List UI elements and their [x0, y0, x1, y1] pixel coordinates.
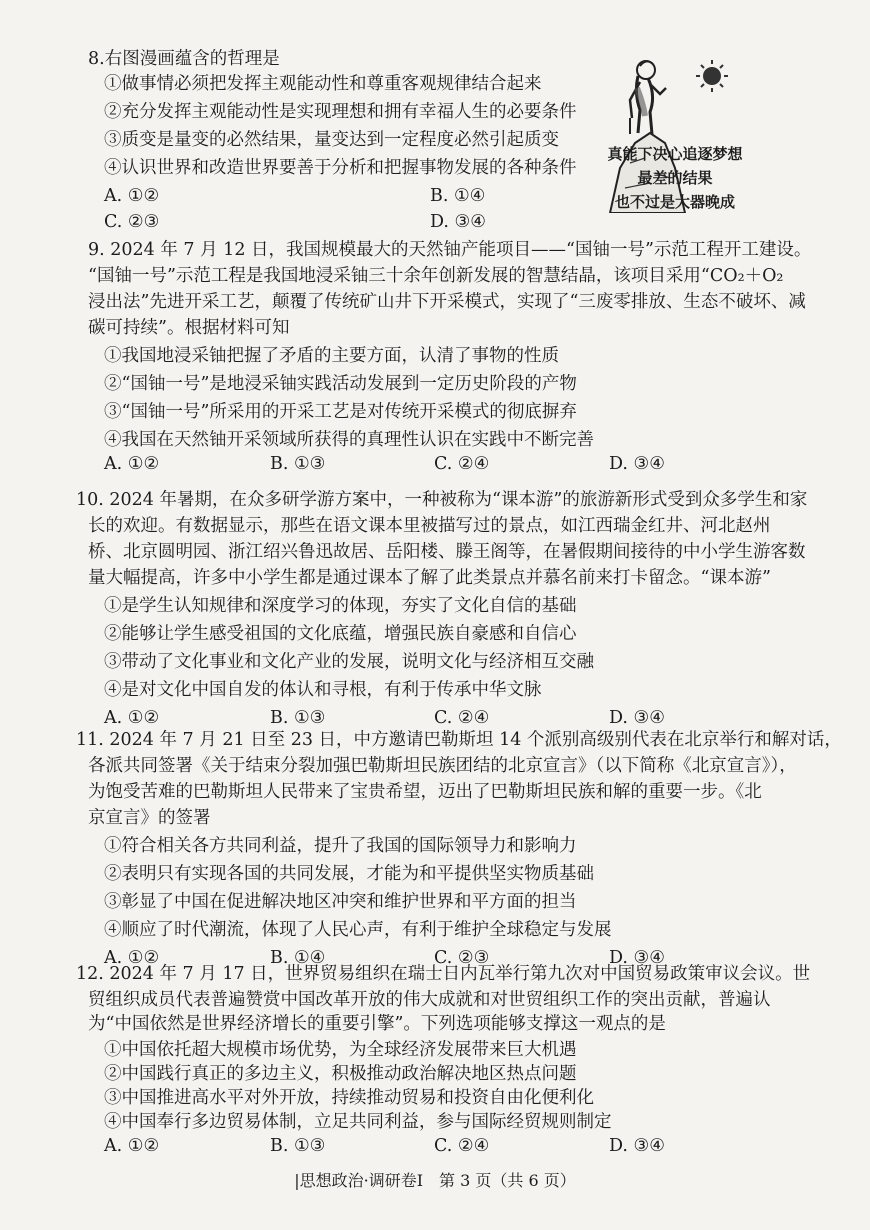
question-9-stem-3: 浸出法”先进开采工艺，颠覆了传统矿山井下开采模式，实现了“三废零排放、生态不破坏、减	[88, 292, 806, 312]
question-9-stem-4: 碳可持续”。根据材料可知	[88, 318, 290, 338]
q11-statement-1: ①符合相关各方共同利益，提升了我国的国际领导力和影响力	[104, 836, 577, 856]
q12-statement-1: ①中国依托超大规模市场优势，为全球经济发展带来巨大机遇	[104, 1040, 577, 1060]
q11-option-c[interactable]: C. ②③	[434, 948, 490, 968]
question-11-stem-2: 各派共同签署《关于结束分裂加强巴勒斯坦民族团结的北京宣言》（以下简称《北京宣言》），	[88, 756, 797, 776]
question-12-stem-3: 为“中国依然是世界经济增长的重要引擎”。下列选项能够支撑这一观点的是	[88, 1014, 666, 1034]
q12-option-d[interactable]: D. ③④	[609, 1136, 665, 1156]
q8-statement-4: ④认识世界和改造世界要善于分析和把握事物发展的各种条件	[104, 158, 577, 178]
question-10-stem-1: 10. 2024 年暑期，在众多研学游方案中，一种被称为“课本游”的旅游新形式受到众多学生和家	[76, 490, 808, 510]
q8-statement-1: ①做事情必须把发挥主观能动性和尊重客观规律结合起来	[104, 74, 542, 94]
q9-statement-3: ③“国铀一号”所采用的开采工艺是对传统开采模式的彻底摒弃	[104, 402, 577, 422]
q11-statement-3: ③彰显了中国在促进解决地区冲突和维护世界和平方面的担当	[104, 892, 577, 912]
q10-option-b[interactable]: B. ①③	[270, 708, 326, 728]
q8-statement-3: ③质变是量变的必然结果，量变达到一定程度必然引起质变	[104, 130, 559, 150]
q8-option-a[interactable]: A. ①②	[104, 186, 160, 206]
q10-option-d[interactable]: D. ③④	[609, 708, 665, 728]
q10-statement-1: ①是学生认知规律和深度学习的体现，夯实了文化自信的基础	[104, 596, 577, 616]
question-10-stem-2: 长的欢迎。有数据显示，那些在语文课本里被描写过的景点，如江西瑞金红井、河北赵州	[88, 516, 771, 536]
question-12-stem-1: 12. 2024 年 7 月 17 日，世界贸易组织在瑞士日内瓦举行第九次对中国贸易政策审议会议。世	[76, 964, 811, 984]
question-10-stem-4: 量大幅提高，许多中小学生都是通过课本了解了此类景点并慕名前来打卡留念。“课本游”	[88, 568, 771, 588]
q12-statement-4: ④中国奉行多边贸易体制，立足共同利益，参与国际经贸规则制定	[104, 1112, 612, 1132]
q9-statement-2: ②“国铀一号”是地浸采铀实践活动发展到一定历史阶段的产物	[104, 374, 577, 394]
q12-option-c[interactable]: C. ②④	[434, 1136, 490, 1156]
q11-option-a[interactable]: A. ①②	[104, 948, 160, 968]
question-11-stem-1: 11. 2024 年 7 月 21 日至 23 日，中方邀请巴勒斯坦 14 个派别高级别代表在北京举行和解对话，	[76, 730, 842, 750]
question-9-stem-1: 9. 2024 年 7 月 12 日，我国规模最大的天然铀产能项目——“国铀一号”示范工程开工建设。	[88, 240, 812, 260]
q11-statement-4: ④顺应了时代潮流，体现了人民心声，有利于维护全球稳定与发展	[104, 920, 612, 940]
question-12-stem-2: 贸组织成员代表普遍赞赏中国改革开放的伟大成就和对世贸组织工作的突出贡献，普遍认	[88, 990, 771, 1010]
q10-statement-2: ②能够让学生感受祖国的文化底蕴，增强民族自豪感和自信心	[104, 624, 577, 644]
q11-statement-2: ②表明只有实现各国的共同发展，才能为和平提供坚实物质基础	[104, 864, 594, 884]
cartoon-caption-line-1: 真能下决心追逐梦想	[607, 145, 743, 163]
q12-statement-2: ②中国践行真正的多边主义，积极推动政治解决地区热点问题	[104, 1064, 577, 1084]
q8-statement-2: ②充分发挥主观能动性是实现理想和拥有幸福人生的必要条件	[104, 102, 577, 122]
cartoon-caption-line-2: 最差的结果	[637, 169, 713, 187]
q12-statement-3: ③中国推进高水平对外开放，持续推动贸易和投资自由化便利化	[104, 1088, 594, 1108]
q9-option-c[interactable]: C. ②④	[434, 454, 490, 474]
q8-option-c[interactable]: C. ②③	[104, 212, 160, 232]
q10-statement-3: ③带动了文化事业和文化产业的发展，说明文化与经济相互交融	[104, 652, 594, 672]
question-11-stem-3: 为饱受苦难的巴勒斯坦人民带来了宝贵希望，迈出了巴勒斯坦民族和解的重要一步。《北	[88, 782, 762, 802]
q12-option-a[interactable]: A. ①②	[104, 1136, 160, 1156]
question-10-stem-3: 桥、北京圆明园、浙江绍兴鲁迅故居、岳阳楼、滕王阁等，在暑假期间接待的中小学生游客数	[88, 542, 806, 562]
question-9-stem-2: “国铀一号”示范工程是我国地浸采铀三十余年创新发展的智慧结晶，该项目采用“CO₂＋O₂	[88, 266, 784, 286]
q8-option-b[interactable]: B. ①④	[430, 186, 486, 206]
q9-statement-1: ①我国地浸采铀把握了矛盾的主要方面，认清了事物的性质	[104, 346, 559, 366]
q8-option-d[interactable]: D. ③④	[430, 212, 486, 232]
question-11-stem-4: 京宣言》的签署	[88, 808, 211, 828]
q10-option-a[interactable]: A. ①②	[104, 708, 160, 728]
q9-statement-4: ④我国在天然铀开采领域所获得的真理性认识在实践中不断完善	[104, 430, 594, 450]
cartoon-caption-line-3: 也不过是大器晚成	[614, 193, 735, 211]
q10-option-c[interactable]: C. ②④	[434, 708, 490, 728]
question-8-stem: 8.右图漫画蕴含的哲理是	[88, 49, 280, 69]
q9-option-a[interactable]: A. ①②	[104, 454, 160, 474]
q11-option-d[interactable]: D. ③④	[609, 948, 665, 968]
q10-statement-4: ④是对文化中国自发的体认和寻根，有利于传承中华文脉	[104, 680, 542, 700]
q9-option-d[interactable]: D. ③④	[609, 454, 665, 474]
page-footer: |思想政治·调研卷Ⅰ 第 3 页（共 6 页）	[294, 1171, 576, 1190]
q9-option-b[interactable]: B. ①③	[270, 454, 326, 474]
q12-option-b[interactable]: B. ①③	[270, 1136, 326, 1156]
q11-option-b[interactable]: B. ①④	[270, 948, 326, 968]
